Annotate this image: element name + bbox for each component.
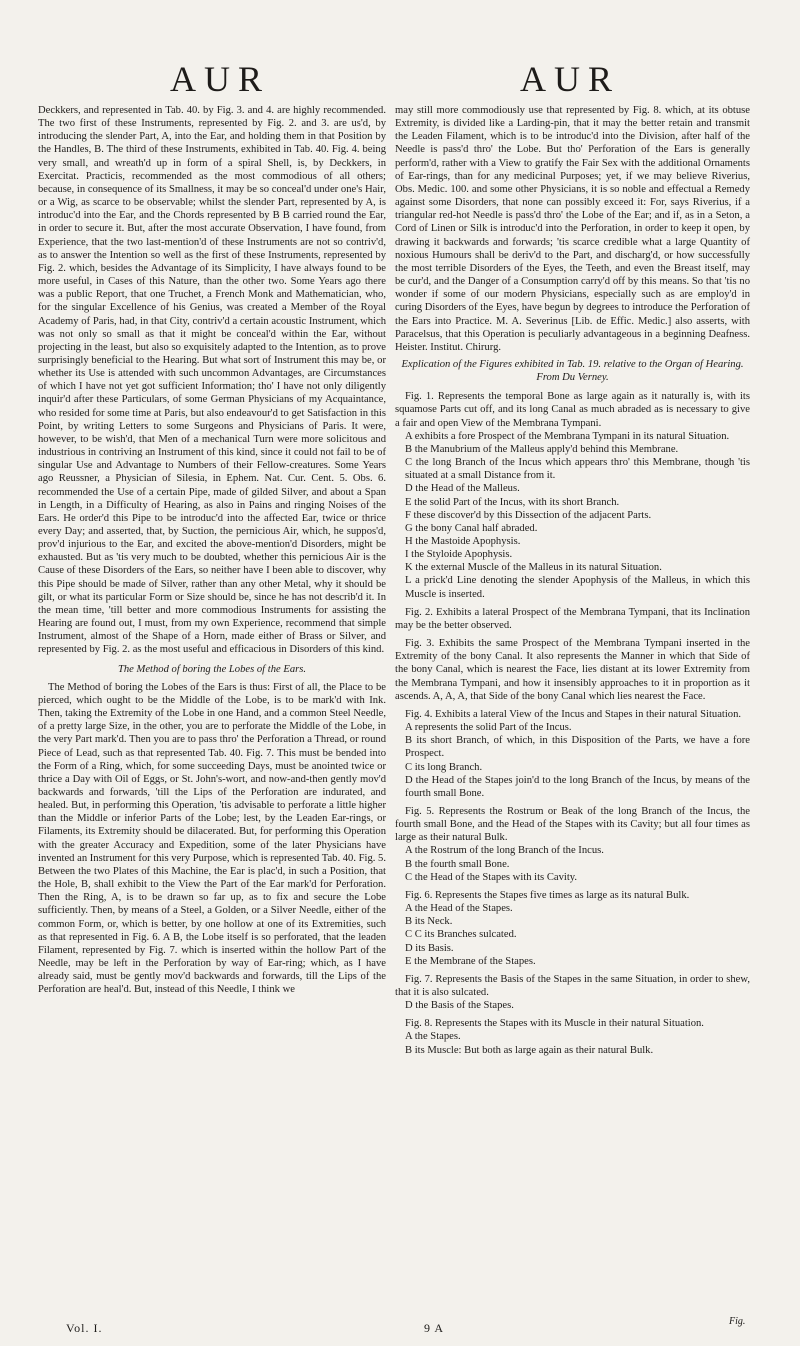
body-paragraph: The Method of boring the Lobes of the Ears is thus: First of all, the Place to be pierced, which ought to be the Middle of the Lobe, is to be mark'd with Ink. Then, taking the Extremity of the Lobe in one Hand, and a common Steel Needle, of a pretty large Size, in the other, you are to perforate the Middle of the Lobe, in the very Part mark'd. Then you are to pass thro' the Perforation a Thread, or round Piece of Lead, such as that represented Tab. 40. Fig. 7. This must be bended into the Form of a Ring, which, for some succeeding Days, must be anointed twice or thrice a Day with Oil of Eggs, or St. John's-wort, and now-and-then gently mov'd backwards and forwards, 'till the Lips of the Perforation are indurated, and healed. But, in performing this Operation, 'tis advisable to perforate a little higher than the Middle or inferior Parts of the Lobe; lest, by the Leaden Ear-rings, or Filaments, its Extremity should be dilacerated. But, for performing this Operation with the greater Accuracy and Expedition, some of the later Physicians have invented an Instrument for this very Purpose, which is represented Tab. 40. Fig. 5. Between the two Plates of this Machine, the Ear is plac'd, in such a Position, that the Hole, B, shall exhibit to the View the Part of the Ear mark'd for Perforation. Then the Ring, A, is to be drawn so far up, as to fix and secure the Lobe sufficiently. Then, by means of a Steel, a Golden, or a Silver Needle, either of the common Form, or, which is better, by one hollow at one of its Extremities, such as that represented in Fig. 6. A B, the Lobe itself is so perforated, that the leaden Filament, represented by Fig. 7. which is inserted within the hollow Part of the Needle, may be left in the Perforation by way of Ear-ring; which, as I have already said, must be gently mov'd backwards and forwards, till the Lips of the Perforation are heal'd. But, instead of this Needle, I think we bbox=[38, 681, 386, 996]
figure-item: E the Membrane of the Stapes. bbox=[405, 955, 536, 967]
catchword: Fig. bbox=[729, 1316, 746, 1327]
figure-item: H the Mastoide Apophysis. bbox=[405, 536, 521, 547]
figure-entry: Fig. 7. Represents the Basis of the Stapes in the same Situation, in order to shew, that it is also sulcated. bbox=[395, 973, 750, 998]
figure-item: A the Rostrum of the long Branch of the Incus. bbox=[405, 845, 604, 857]
figure-entry: Fig. 1. Represents the temporal Bone as large again as it naturally is, with its squamose Parts cut off, and its long Canal as much abraded as is necessary to give a fair and open View of the Membrana Tympani. bbox=[395, 391, 750, 429]
figure-explication-list bbox=[395, 390, 750, 1057]
figure-item: D the Basis of the Stapes. bbox=[405, 1000, 514, 1012]
figure-item: C C its Branches sulcated. bbox=[405, 929, 517, 941]
figure-entry: Fig. 5. Represents the Rostrum or Beak of the long Branch of the Incus, the fourth small Bone, and the Head of the Stapes with its Cavity; but all four times as large as their natural Bulk. bbox=[395, 805, 750, 844]
figure-item: D the Head of the Malleus. bbox=[405, 483, 520, 495]
volume-number: Vol. I. bbox=[66, 1321, 103, 1335]
figure-item: C its long Branch. bbox=[405, 761, 483, 773]
signature-mark: 9 A bbox=[424, 1321, 445, 1335]
section-title: The Method of boring the Lobes of the Ears. bbox=[117, 663, 307, 675]
figure-item: A exhibits a fore Prospect of the Membrana Tympani in its natural Situation. bbox=[405, 430, 730, 442]
figure-item: E the solid Part of the Incus, with its short Branch. bbox=[405, 496, 620, 508]
body-paragraph: Deckkers, and represented in Tab. 40. by Fig. 3. and 4. are highly recommended. The two first of these Instruments, represented by Fig. 2. and 3. are us'd, by introducing the slender Part, A, into the Ear, and holding them in that Position by the Handles, B. The third of these Instruments, exhibited in Tab. 40. Fig. 4. being very small, and wreath'd up in form of a spiral Shell, is, by Deckkers, in Exercitat. Practicis, recommended as the most commodious of all others; because, in consequence of its Smallness, it may be so conceal'd under one's Hair, or a Wig, as scarce to be observable; whilst the slender Part, represented by A, is introduc'd into the Ear, and the Chords represented by B B carried round the Ear, in order to secure it. But, after the most accurate Observation, I have found, from Experience, that the two last-mention'd of these Instruments are not so contriv'd, as to answer the Intention so well as the first of these Instruments, represented by Fig. 2. which, besides the Advantage of its Simplicity, I have always found to be more useful, in Cases of this Nature, than the other two. Some Years ago there was a public Report, that one Truchet, a French Monk and Mathematician, who, for the singular Excellence of his Genius, was created a Member of the Royal Academy of Paris, had, in that City, contriv'd a certain acoustic Instrument, which was not only so small as that it might be conceal'd within the Ear, without projecting in the least, but also so exquisitely adapted to the Intention, as to prove surprisingly beneficial to the Hearing. But what sort of Instrument this may be, or whether its Use is attended with such uncommon Advantages, are Circumstances of which I have not yet got sufficient Information; tho' I have not only diligently inquir'd after these Particulars, of some German Physicians of my Acquaintance, who resided for some time at Paris, but also endeavour'd to get Satisfaction in this Point, by writing Letters to some Surgeons and Physicians of Paris. It were, however, to be wish'd, that Men of a mechanical Turn were more solicitous and industrious in contriving an Instrument of this kind, since it could not fail to be of singular Use and Advantage to Numbers of their Fellow-creatures. Some Years ago Reussner, a Physician of Silesia, in Ephem. Nat. Cur. Cent. 5. Obs. 6. recommended the Use of a certain Pipe, made of gilded Silver, and about a Span in Length, in a Difficulty of Hearing, as also in Pains and ringing Noises of the Ears. He order'd this Pipe to be introduc'd into the affected Ear, twice or thrice every Day; and asserted, that, by Suction, the pernicious Air, which, he suppos'd, prov'd injurious to the Ear, and excited the above-mention'd Disorders, might be exhausted. But as 'tis very much to be doubted, whether this pernicious Air is the Cause of these Disorders of the Ears, so neither have I been able to discover, why this Pipe should be made of Silver, rather than any other Metal, why it should be gilt, or what its particular Form or Size should be, since he has not describ'd it. In the mean time, 'till better and more commodious Instruments for assisting the Hearing are found out, I must, from my own Experience, recommend that simple Instrument, almost of the Shape of a Horn, made either of Brass or Silver, and represented by Fig. 2. as the most useful and efficacious in Disorders of this kind. bbox=[38, 105, 386, 656]
figure-item: G the bony Canal half abraded. bbox=[405, 522, 538, 534]
figure-item: A the Head of the Stapes. bbox=[405, 903, 513, 915]
figure-item: L a prick'd Line denoting the slender Apophysis of the Malleus, in which this Muscle is inserted. bbox=[405, 575, 750, 600]
figure-item: I the Styloide Apophysis. bbox=[405, 549, 513, 561]
figure-item: A represents the solid Part of the Incus. bbox=[405, 722, 572, 734]
right-column bbox=[395, 104, 750, 1057]
figure-item: F these discover'd by this Dissection of the adjacent Parts. bbox=[405, 509, 652, 521]
figure-item: A the Stapes. bbox=[405, 1031, 461, 1043]
running-head-left: AUR bbox=[170, 59, 271, 99]
figure-entry: Fig. 8. Represents the Stapes with its Muscle in their natural Situation. bbox=[405, 1018, 704, 1030]
figure-item: B its short Branch, of which, in this Disposition of the Parts, we have a fore Prospect. bbox=[405, 735, 750, 760]
body-paragraph: may still more commodiously use that represented by Fig. 8. which, at its obtuse Extremity, is divided like a Larding-pin, that it may the better retain and transmit the Leaden Filament, which is to be introduc'd into the Division, after half of the Needle is pass'd thro' the Lobe. But tho' Perforation of the Ears is generally perform'd, rather with a View to gratify the Fair Sex with the additional Ornaments of Ear-rings, than for any medicinal Purposes; yet, if we may believe Riverius, Obs. Medic. 100. and some other Physicians, it is so noble and effectual a Remedy against some Disorders, that none can possibly exceed it: For, says Riverius, if a triangular red-hot Needle is pass'd thro' the Lobe of the Ear; and if, as in a Seton, a Cord of Linen or Silk is introduc'd into the Perforation, in order to keep it open, by drawing it backwards and forwards; 'tis scarce credible what a large Quantity of noxious Humours shall be deriv'd to the Part, and discharg'd, or how successfully the most terrible Disorders of the Eyes, the Teeth, and even the Breast itself, may be cur'd, and the Danger of a Consumption carry'd off by this means. So that 'tis no wonder if some of our modern Physicians, especially such as are employ'd in curing Disorders of the Eyes, have begun by degrees to introduce the Perforation of the Ears into Practice. M. A. Severinus [Lib. de Effic. Medic.] also asserts, with Paracelsus, that this Operation is peculiarly advantageous in a beginning Deafness. Heister. Institut. Chirurg. bbox=[395, 105, 750, 353]
explication-title: Explication of the Figures exhibited in Tab. 19. relative to the Organ of Hearing. From Du Verney. bbox=[401, 358, 744, 384]
figure-item: K the external Muscle of the Malleus in its natural Situation. bbox=[405, 562, 662, 574]
figure-entry: Fig. 6. Represents the Stapes five times as large as its natural Bulk. bbox=[405, 889, 690, 901]
figure-item: D its Basis. bbox=[405, 942, 454, 954]
figure-entry: Fig. 2. Exhibits a lateral Prospect of the Membrana Tympani, that its Inclination may be the better observed. bbox=[395, 606, 750, 631]
figure-item: D the Head of the Stapes join'd to the long Branch of the Incus, by means of the fourth small Bone. bbox=[405, 774, 750, 799]
figure-item: B its Muscle: But both as large again as their natural Bulk. bbox=[405, 1044, 654, 1056]
figure-entry: Fig. 4. Exhibits a lateral View of the Incus and Stapes in their natural Situation. bbox=[405, 708, 742, 720]
running-head-right: AUR bbox=[520, 59, 621, 99]
left-column bbox=[38, 104, 386, 996]
figure-item: B the fourth small Bone. bbox=[405, 858, 510, 870]
figure-item: B its Neck. bbox=[405, 916, 453, 928]
figure-item: C the Head of the Stapes with its Cavity. bbox=[405, 871, 578, 883]
figure-entry: Fig. 3. Exhibits the same Prospect of the Membrana Tympani inserted in the Extremity of the bony Canal. It also represents the Manner in which that Side of the bony Canal, which is nearest the Face, lies distant at its lower Extremity from the Membrana Tympani, and how it insensibly approaches to it in proportion as it ascends. A, A, A, that Side of the bony Canal which lies nearest the Face. bbox=[395, 638, 750, 702]
figure-item: B the Manubrium of the Malleus apply'd behind this Membrane. bbox=[405, 443, 679, 455]
figure-item: C the long Branch of the Incus which appears thro' this Membrane, though 'tis situated at a small Distance from it. bbox=[405, 457, 750, 482]
